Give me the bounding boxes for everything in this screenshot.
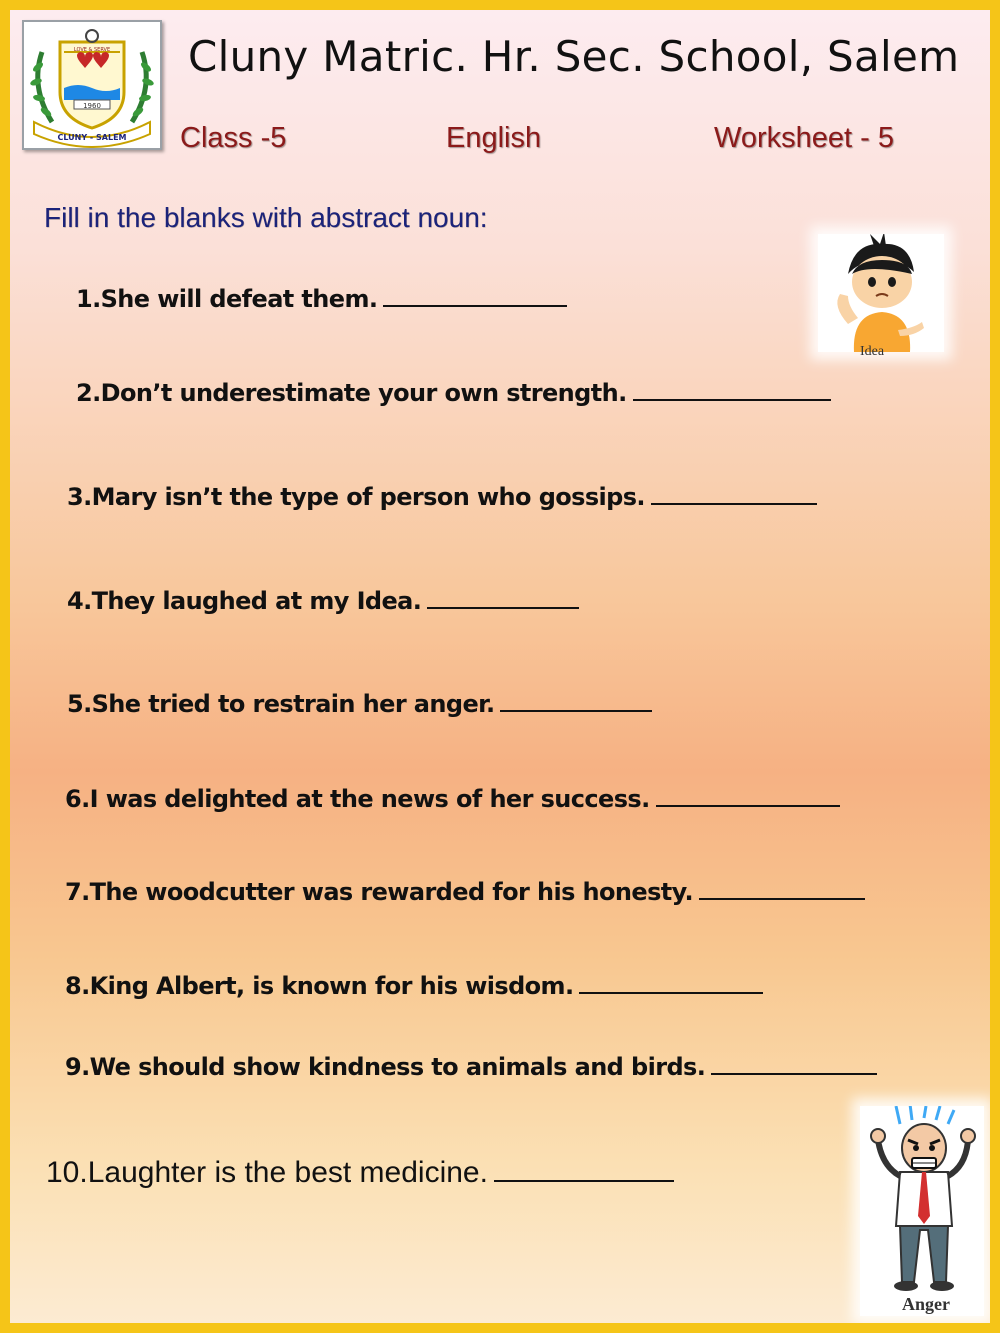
- question-5: [67, 690, 652, 718]
- question-4: [67, 587, 579, 615]
- question-text: 6.I was delighted at the news of her success.: [65, 785, 650, 813]
- question-text: 1.She will defeat them.: [76, 285, 378, 313]
- thinking-boy-icon: [818, 234, 944, 352]
- question-7: [65, 878, 865, 906]
- answer-blank[interactable]: [656, 785, 840, 807]
- answer-blank[interactable]: [633, 379, 831, 401]
- question-text: 7.The woodcutter was rewarded for his honesty.: [65, 878, 694, 906]
- answer-blank[interactable]: [579, 972, 763, 994]
- question-text: 9.We should show kindness to animals and birds.: [65, 1053, 706, 1081]
- question-text: 2.Don’t underestimate your own strength.: [76, 379, 627, 407]
- idea-clipart: [818, 234, 944, 359]
- question-8: [65, 972, 763, 1000]
- logo-banner-text: CLUNY - SALEM: [57, 133, 127, 142]
- angry-man-icon: [860, 1106, 984, 1296]
- school-logo: [22, 20, 162, 150]
- question-2: [76, 379, 831, 407]
- instruction-heading: Fill in the blanks with abstract noun:: [44, 202, 488, 233]
- answer-blank[interactable]: [651, 483, 817, 505]
- anger-caption: Anger: [902, 1294, 950, 1314]
- answer-blank[interactable]: [711, 1053, 877, 1075]
- question-text: 10.Laughter is the best medicine.: [46, 1156, 488, 1189]
- question-3: [67, 483, 817, 511]
- question-10: [46, 1156, 674, 1190]
- school-name: Cluny Matric. Hr. Sec. School, Salem: [188, 32, 960, 81]
- idea-caption: Idea: [860, 344, 885, 359]
- question-text: 4.They laughed at my Idea.: [67, 587, 422, 615]
- logo-year: 1960: [83, 102, 101, 110]
- logo-motto: LOVE & SERVE: [73, 47, 111, 53]
- worksheet-label: Worksheet - 5: [714, 122, 894, 154]
- question-6: [65, 785, 840, 813]
- question-text: 8.King Albert, is known for his wisdom.: [65, 972, 574, 1000]
- answer-blank[interactable]: [494, 1156, 674, 1182]
- answer-blank[interactable]: [699, 878, 865, 900]
- question-9: [65, 1053, 877, 1081]
- class-label: Class -5: [180, 122, 287, 154]
- answer-blank[interactable]: [427, 587, 579, 609]
- anger-clipart: [860, 1106, 984, 1316]
- question-text: 3.Mary isn’t the type of person who gossips.: [67, 483, 645, 511]
- question-text: 5.She tried to restrain her anger.: [67, 690, 495, 718]
- question-1: [76, 285, 567, 313]
- worksheet-page: [10, 10, 990, 1323]
- school-crest-icon: [24, 22, 160, 148]
- subject-label: English: [446, 122, 542, 154]
- answer-blank[interactable]: [383, 285, 567, 307]
- answer-blank[interactable]: [500, 690, 652, 712]
